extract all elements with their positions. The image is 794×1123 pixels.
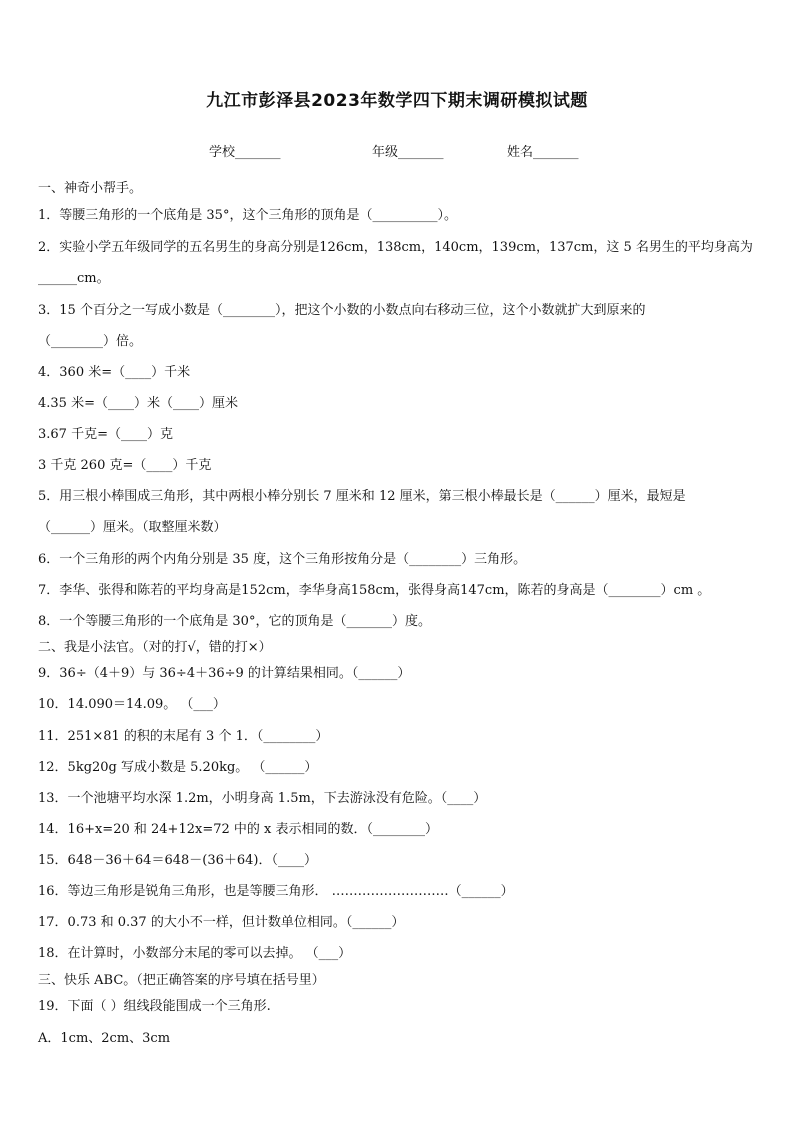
question-7: 7．李华、张得和陈若的平均身高是152cm，李华身高158cm，张得身高147cm，陈若的身高是（________）cm 。 (38, 583, 711, 598)
question-4a: 4．360 米=（____）千米 (38, 365, 191, 380)
name-field: 姓名_______ (507, 145, 579, 160)
question-17: 17．0.73 和 0.37 的大小不一样，但计数单位相同。（______） (38, 915, 405, 930)
grade-field: 年级_______ (372, 145, 444, 160)
question-19-option-a: A．1cm、2cm、3cm (38, 1031, 171, 1046)
question-5: 5．用三根小棒围成三角形，其中两根小棒分别长 7 厘米和 12 厘米，第三根小棒最长是（______）厘米，最短是 (38, 489, 686, 504)
question-4b: 4.35 米=（____）米（____）厘米 (38, 396, 238, 411)
question-3: 3．15 个百分之一写成小数是（________），把这个小数的小数点向右移动三位，这个小数就扩大到原来的 (38, 303, 646, 318)
question-3-cont: （________）倍。 (38, 334, 143, 349)
page-title: 九江市彭泽县2023年数学四下期末调研模拟试题 (206, 91, 588, 111)
question-6: 6．一个三角形的两个内角分别是 35 度，这个三角形按角分是（________）三角形。 (38, 552, 527, 567)
question-9: 9．36÷（4＋9）与 36÷4＋36÷9 的计算结果相同。（______） (38, 666, 411, 681)
question-2-cont: ______cm。 (38, 271, 110, 286)
section-2-heading: 二、我是小法官。（对的打√，错的打×） (38, 640, 272, 655)
question-12: 12．5kg20g 写成小数是 5.20kg。 （______） (38, 760, 318, 775)
question-13: 13．一个池塘平均水深 1.2m，小明身高 1.5m，下去游泳没有危险。（____） (38, 791, 487, 806)
section-1-heading: 一、神奇小帮手。 (38, 181, 143, 196)
section-3-heading: 三、快乐 ABC。（把正确答案的序号填在括号里） (38, 973, 325, 988)
question-18: 18．在计算时，小数部分末尾的零可以去掉。 （___） (38, 946, 352, 961)
question-8: 8．一个等腰三角形的一个底角是 30°，它的顶角是（_______）度。 (38, 614, 431, 629)
school-field: 学校_______ (209, 145, 281, 160)
question-16: 16．等边三角形是锐角三角形，也是等腰三角形． ………………………（______） (38, 884, 514, 899)
question-4c: 3.67 千克=（____）克 (38, 427, 173, 442)
question-19: 19．下面（ ）组线段能围成一个三角形. (38, 999, 271, 1014)
question-14: 14．16+x=20 和 24+12x=72 中的 x 表示相同的数．（________） (38, 822, 438, 837)
question-11: 11．251×81 的积的末尾有 3 个 1．（________） (38, 729, 329, 744)
question-15: 15．648－36＋64＝648－(36＋64)．（____） (38, 853, 317, 868)
question-2: 2．实验小学五年级同学的五名男生的身高分别是126cm，138cm，140cm，139cm，137cm，这 5 名男生的平均身高为 (38, 240, 753, 255)
question-5-cont: （______）厘米。（取整厘米数） (38, 520, 227, 535)
question-10: 10．14.090＝14.09。 （___） (38, 697, 226, 712)
question-4d: 3 千克 260 克=（____）千克 (38, 458, 212, 473)
question-1: 1．等腰三角形的一个底角是 35°，这个三角形的顶角是（__________）。 (38, 208, 457, 223)
